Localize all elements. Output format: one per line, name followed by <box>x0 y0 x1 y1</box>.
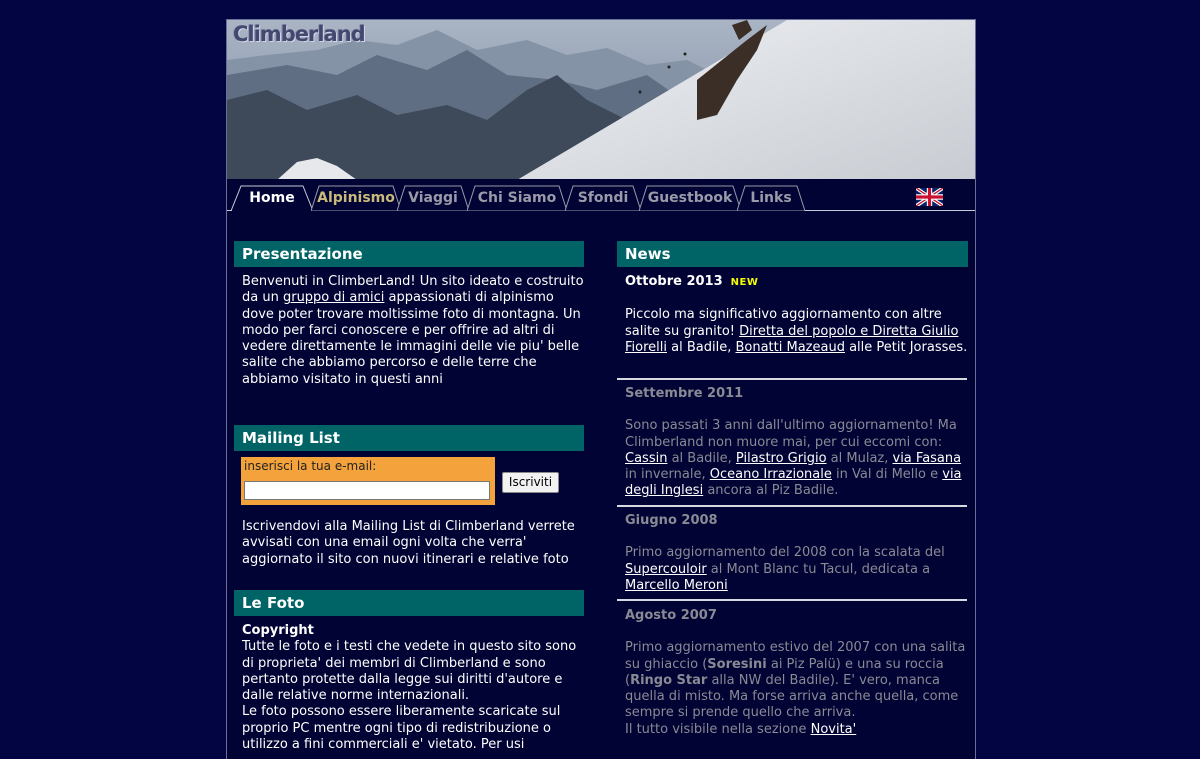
email-label: inserisci la tua e-mail: <box>244 459 377 473</box>
mailing-list-header: Mailing List <box>234 425 584 451</box>
le-foto-text <box>242 623 586 753</box>
news-text: Piccolo ma significativo aggiornamento con altre salite su granito! Diretta del popolo e Diretta Giulio Fiorelli al Badile, Bonatti Mazeaud alle Petit Jorasses. <box>625 307 968 355</box>
header-banner <box>227 19 975 180</box>
tab-links[interactable] <box>737 185 805 210</box>
download-text: Le foto possono essere liberamente scaricate sul proprio PC mentre ogni tipo di redistribuzione o utilizzo a fini commerciali e' vietato. Per usi <box>242 704 561 753</box>
news-text: Sono passati 3 anni dall'ultimo aggiornamento! Ma Climberland non muore mai, per cui eccomi con: Cassin al Badile, Pilastro Grigio al Mulaz, via Fasana in invernale, Oceano Irrazionale in Val di Mello e via degli Inglesi ancora al Piz Badile. <box>625 418 962 499</box>
news-date: Giugno 2008 <box>625 513 718 528</box>
site-logo[interactable]: Climberland <box>233 22 365 46</box>
news-link[interactable]: via Fasana <box>892 450 962 466</box>
news-link[interactable]: Bonatti Mazeaud <box>735 339 845 355</box>
tab-chi-siamo-label: Chi Siamo <box>477 190 557 206</box>
tab-alpinismo[interactable] <box>311 185 401 210</box>
tab-chi-siamo[interactable] <box>467 185 567 210</box>
news-link[interactable]: via degli Inglesi <box>625 467 962 499</box>
news-link[interactable]: Novita' <box>810 721 857 737</box>
news-text: Primo aggiornamento del 2008 con la scalata del Supercouloir al Mont Blanc tu Tacul, dedicata a Marcello Meroni <box>625 545 945 593</box>
tab-viaggi[interactable] <box>397 185 469 210</box>
copyright-text: Tutte le foto e i testi che vedete in questo sito sono di proprieta' dei membri di Climberland e sono pertanto protette dalla legge sui diritti d'autore e dalle relative norme internazionali. <box>242 639 577 704</box>
tab-alpinismo-label: Alpinismo <box>317 190 395 206</box>
news-link[interactable]: Supercouloir <box>625 561 707 577</box>
news-link[interactable]: Oceano Irrazionale <box>709 467 832 483</box>
tab-guestbook-label: Guestbook <box>647 190 733 206</box>
tab-guestbook[interactable] <box>639 185 741 210</box>
news-item <box>625 513 968 594</box>
presentazione-header: Presentazione <box>234 241 584 267</box>
copyright-heading: Copyright <box>242 623 314 638</box>
main-nav <box>227 179 975 211</box>
news-link[interactable]: Marcello Meroni <box>625 577 728 593</box>
news-item <box>625 608 968 738</box>
tab-home[interactable] <box>231 185 313 210</box>
tab-sfondi[interactable] <box>565 185 641 210</box>
gruppo-amici-link[interactable]: gruppo di amici <box>282 290 385 306</box>
news-text: Primo aggiornamento estivo del 2007 con una salita su ghiaccio (Soresini ai Piz Palü) e una su roccia (Ringo Star alla NW del Badile). E' vero, manca quella di misto. Ma forse arriva anche quella, come sempre si prende quello che arriva. Il tutto visibile nella sezione Novita' <box>625 640 966 737</box>
tab-home-label: Home <box>249 190 295 206</box>
news-header: News <box>617 241 968 267</box>
news-separator <box>617 378 967 380</box>
news-date: Agosto 2007 <box>625 608 717 623</box>
news-link[interactable]: Pilastro Grigio <box>735 450 827 466</box>
email-input[interactable] <box>244 481 490 500</box>
news-date: Settembre 2011 <box>625 386 744 401</box>
le-foto-header: Le Foto <box>234 590 584 616</box>
news-link[interactable]: Diretta del popolo e Diretta Giulio Fiorelli <box>625 323 959 355</box>
news-separator <box>617 599 967 601</box>
news-item <box>625 386 968 500</box>
subscribe-button[interactable]: Iscriviti <box>502 472 559 493</box>
news-link[interactable]: Cassin <box>625 450 668 466</box>
tab-sfondi-label: Sfondi <box>577 190 629 206</box>
new-badge: NEW <box>730 277 759 288</box>
mailing-list-text: Iscrivendovi alla Mailing List di Climberland verrete avvisati con una email ogni volta che verra' aggiornato il sito con nuovi itinerari e relative foto <box>242 519 575 567</box>
mailing-form <box>241 457 495 505</box>
news-date: Ottobre 2013 NEW <box>625 274 759 289</box>
presentazione-text: Benvenuti in ClimberLand! Un sito ideato e costruito da un gruppo di amici appassionati di alpinismo dove poter trovare moltissime foto di montagna. Un modo per farci conoscere e per offrire ad altri di vedere direttamente le immagini delle vie piu' belle salite che abbiamo percorso e delle terre che abbiamo visitato in questi anni <box>242 274 584 387</box>
page-container <box>226 19 976 759</box>
tab-links-label: Links <box>750 190 792 206</box>
tab-viaggi-label: Viaggi <box>408 190 458 206</box>
news-item <box>625 274 968 356</box>
news-separator <box>617 505 967 507</box>
uk-flag-icon[interactable] <box>916 188 943 206</box>
